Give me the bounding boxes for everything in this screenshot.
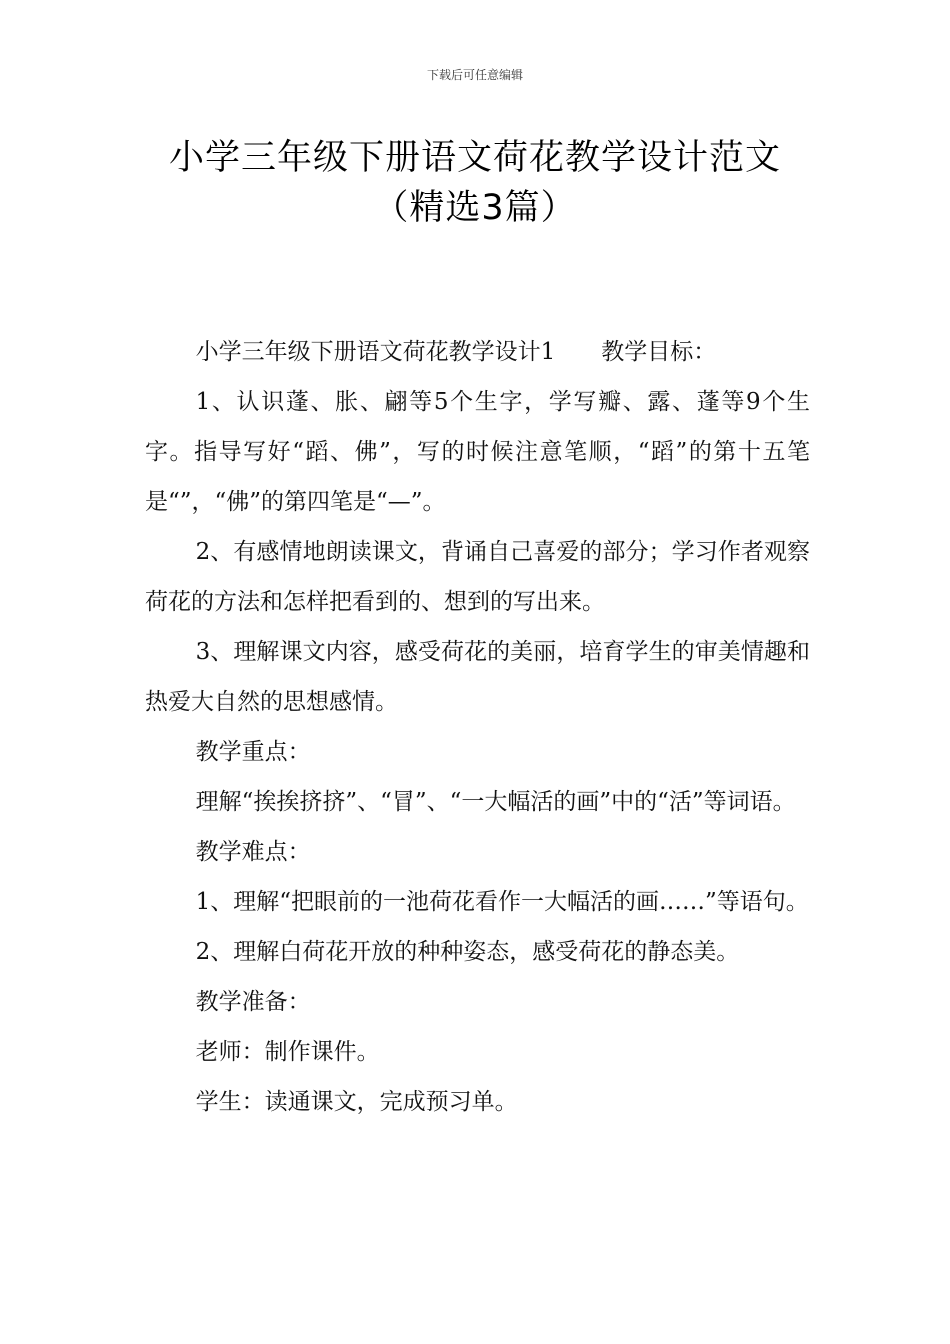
paragraph-teacher-preparation: 老师：制作课件。 bbox=[195, 1039, 380, 1065]
document-title-line-1: 小学三年级下册语文荷花教学设计范文 bbox=[168, 138, 781, 178]
header-note: 下载后可任意编辑 bbox=[426, 68, 523, 82]
paragraph-student-preparation: 学生：读通课文，完成预习单。 bbox=[195, 1089, 518, 1115]
paragraph-section-heading bbox=[145, 327, 810, 377]
paragraph-difficulty-2: 2、理解白荷花开放的种种姿态，感受荷花的静态美。 bbox=[195, 939, 740, 965]
document-body bbox=[145, 327, 810, 1127]
paragraph-preparation-heading: 教学准备： bbox=[195, 989, 311, 1015]
document-title-line-2: （精选3篇） bbox=[373, 188, 577, 228]
paragraph-objective-1: 1、认识蓬、胀、翩等5个生字，学写瓣、露、蓬等9个生字。指导写好“蹈、佛”，写的时候注意笔顺，“蹈”的第十五笔是“”，“佛”的第四笔是“—”。 bbox=[145, 389, 810, 515]
section-title: 小学三年级下册语文荷花教学设计1 bbox=[195, 339, 556, 365]
paragraph-difficulty-1: 1、理解“把眼前的一池荷花看作一大幅活的画……”等语句。 bbox=[195, 889, 809, 915]
objectives-heading: 教学目标： bbox=[601, 339, 717, 365]
paragraph-key-points: 理解“挨挨挤挤”、“冒”、“一大幅活的画”中的“活”等词语。 bbox=[195, 789, 796, 815]
paragraph-difficulties-heading: 教学难点： bbox=[195, 839, 311, 865]
paragraph-key-points-heading: 教学重点： bbox=[195, 739, 311, 765]
paragraph-objective-3: 3、理解课文内容，感受荷花的美丽，培育学生的审美情趣和热爱大自然的思想感情。 bbox=[145, 639, 810, 715]
paragraph-objective-2: 2、有感情地朗读课文，背诵自己喜爱的部分；学习作者观察荷花的方法和怎样把看到的、想到的写出来。 bbox=[145, 539, 810, 615]
